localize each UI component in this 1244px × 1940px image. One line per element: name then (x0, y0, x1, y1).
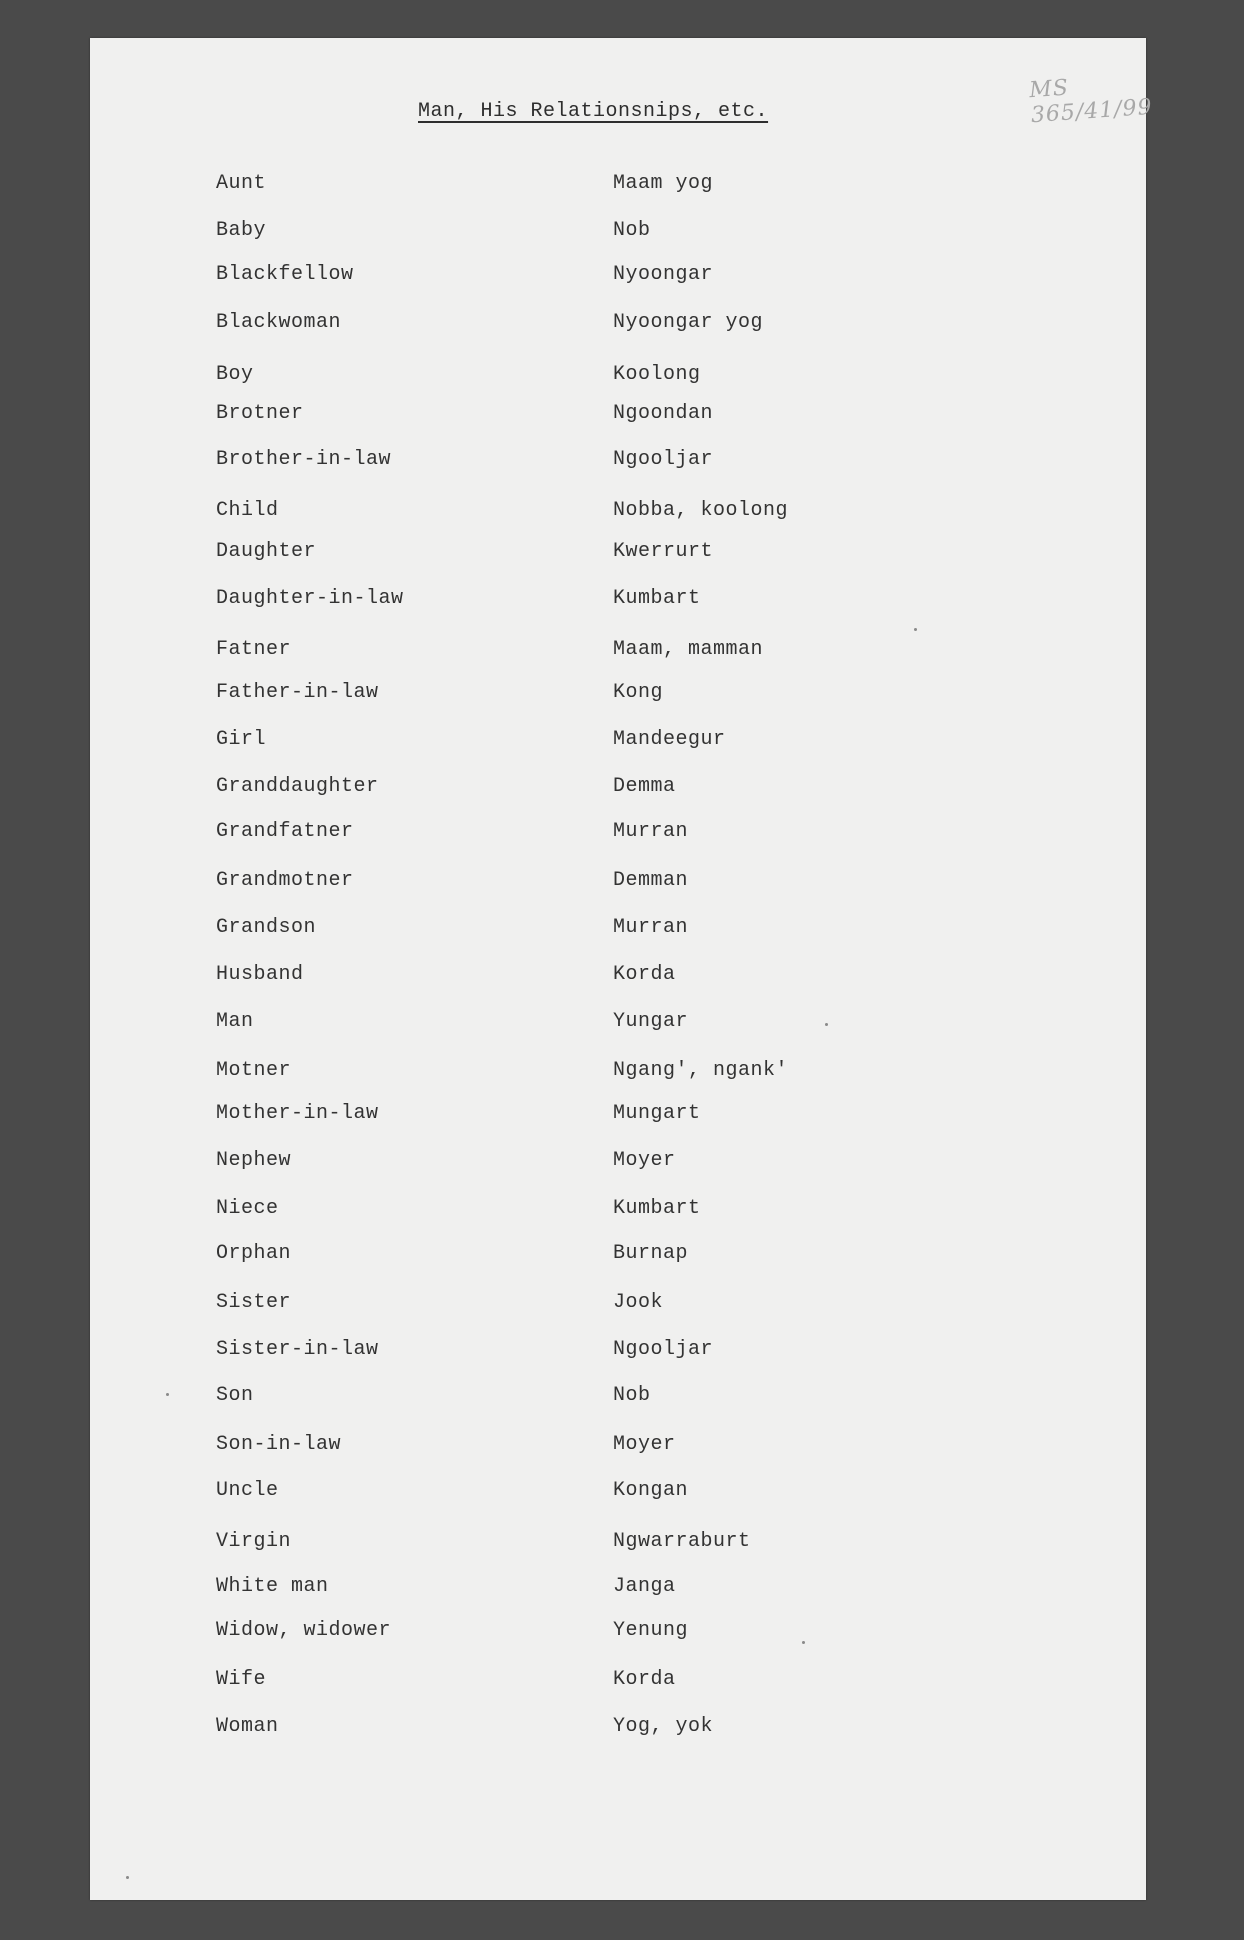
native-term: Nob (613, 219, 651, 242)
list-item (90, 1575, 1146, 1607)
typed-page (90, 38, 1154, 1900)
english-term: Fatner (216, 638, 292, 661)
native-term: Koolong (613, 363, 701, 386)
english-term: Blackwoman (216, 311, 342, 334)
list-item (90, 1197, 1146, 1229)
list-item (90, 263, 1146, 295)
english-term: Aunt (216, 172, 267, 195)
english-term: Grandfatner (216, 820, 354, 843)
english-term: Daughter-in-law (216, 587, 404, 610)
native-term: Nob (613, 1384, 651, 1407)
list-item (90, 681, 1146, 713)
list-item (90, 1715, 1146, 1747)
list-item (90, 1479, 1146, 1511)
list-item (90, 869, 1146, 901)
paper-speck (825, 1023, 828, 1026)
paper-speck (166, 1393, 169, 1396)
list-item (90, 219, 1146, 251)
list-item (90, 1619, 1146, 1651)
english-term: Brother-in-law (216, 448, 392, 471)
english-term: White man (216, 1575, 329, 1598)
english-term: Child (216, 499, 279, 522)
native-term: Murran (613, 916, 689, 939)
native-term: Korda (613, 1668, 676, 1691)
native-term: Moyer (613, 1433, 676, 1456)
native-term: Ngooljar (613, 448, 714, 471)
list-item (90, 1384, 1146, 1416)
native-term: Murran (613, 820, 689, 843)
native-term: Ngoondan (613, 402, 714, 425)
native-term: Nyoongar yog (613, 311, 764, 334)
native-term: Kongan (613, 1479, 689, 1502)
native-term: Maam yog (613, 172, 714, 195)
archive-reference: MS 365/41/99 (1028, 75, 1154, 129)
native-term: Moyer (613, 1149, 676, 1172)
list-item (90, 775, 1146, 807)
native-term: Kwerrurt (613, 540, 714, 563)
english-term: Grandmotner (216, 869, 354, 892)
english-term: Son-in-law (216, 1433, 342, 1456)
list-item (90, 1010, 1146, 1042)
native-term: Kong (613, 681, 664, 704)
list-item (90, 540, 1146, 572)
native-term: Ngooljar (613, 1338, 714, 1361)
native-term: Yog, yok (613, 1715, 714, 1738)
native-term: Korda (613, 963, 676, 986)
native-term: Kumbart (613, 1197, 701, 1220)
english-term: Girl (216, 728, 267, 751)
native-term: Demma (613, 775, 676, 798)
native-term: Jook (613, 1291, 664, 1314)
list-item (90, 1668, 1146, 1700)
list-item (90, 820, 1146, 852)
list-item (90, 1338, 1146, 1370)
native-term: Janga (613, 1575, 676, 1598)
list-item (90, 963, 1146, 995)
english-term: Blackfellow (216, 263, 354, 286)
list-item (90, 499, 1146, 531)
list-item (90, 402, 1146, 434)
page-title: Man, His Relationsnips, etc. (418, 100, 769, 123)
native-term: Ngang', ngank' (613, 1059, 789, 1082)
english-term: Wife (216, 1668, 267, 1691)
english-term: Uncle (216, 1479, 279, 1502)
english-term: Virgin (216, 1530, 292, 1553)
english-term: Mother-in-law (216, 1102, 379, 1125)
list-item (90, 363, 1146, 395)
english-term: Motner (216, 1059, 292, 1082)
paper-speck (914, 628, 917, 631)
english-term: Grandson (216, 916, 317, 939)
list-item (90, 1102, 1146, 1134)
english-term: Daughter (216, 540, 317, 563)
english-term: Sister (216, 1291, 292, 1314)
native-term: Demman (613, 869, 689, 892)
native-term: Mungart (613, 1102, 701, 1125)
english-term: Nephew (216, 1149, 292, 1172)
list-item (90, 916, 1146, 948)
list-item (90, 448, 1146, 480)
english-term: Son (216, 1384, 254, 1407)
native-term: Burnap (613, 1242, 689, 1265)
list-item (90, 1059, 1146, 1091)
english-term: Husband (216, 963, 304, 986)
paper-speck (802, 1641, 805, 1644)
list-item (90, 728, 1146, 760)
native-term: Nyoongar (613, 263, 714, 286)
native-term: Nobba, koolong (613, 499, 789, 522)
list-item (90, 587, 1146, 619)
paper-speck (126, 1876, 129, 1879)
english-term: Baby (216, 219, 267, 242)
native-term: Ngwarraburt (613, 1530, 751, 1553)
native-term: Maam, mamman (613, 638, 764, 661)
english-term: Widow, widower (216, 1619, 392, 1642)
english-term: Granddaughter (216, 775, 379, 798)
list-item (90, 311, 1146, 343)
english-term: Woman (216, 1715, 279, 1738)
list-item (90, 1291, 1146, 1323)
native-term: Yungar (613, 1010, 689, 1033)
list-item (90, 1530, 1146, 1562)
list-item (90, 172, 1146, 204)
english-term: Niece (216, 1197, 279, 1220)
english-term: Sister-in-law (216, 1338, 379, 1361)
english-term: Man (216, 1010, 254, 1033)
native-term: Yenung (613, 1619, 689, 1642)
list-item (90, 1242, 1146, 1274)
native-term: Mandeegur (613, 728, 726, 751)
english-term: Brotner (216, 402, 304, 425)
native-term: Kumbart (613, 587, 701, 610)
english-term: Boy (216, 363, 254, 386)
list-item (90, 1433, 1146, 1465)
list-item (90, 1149, 1146, 1181)
list-item (90, 638, 1146, 670)
english-term: Father-in-law (216, 681, 379, 704)
english-term: Orphan (216, 1242, 292, 1265)
